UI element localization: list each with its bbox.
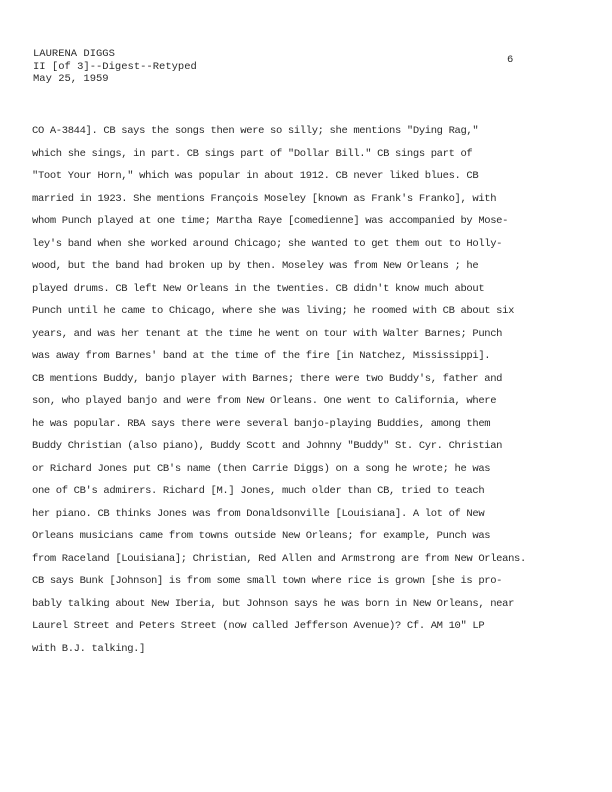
text-line: her piano. CB thinks Jones was from Donaldsonville [Louisiana]. A lot of New bbox=[32, 507, 485, 520]
text-line: CB mentions Buddy, banjo player with Barnes; there were two Buddy's, father and bbox=[32, 372, 503, 385]
text-line: wood, but the band had broken up by then. Moseley was from New Orleans ; he bbox=[32, 260, 479, 272]
text-line: married in 1923. She mentions François Moseley [known as Frank's Franko], with bbox=[32, 192, 497, 205]
text-line: Orleans musicians came from towns outside New Orleans; for example, Punch was bbox=[32, 530, 491, 542]
text-line: "Toot Your Horn," which was popular in about 1912. CB never liked blues. CB bbox=[32, 170, 479, 182]
text-line: CO A-3844]. CB says the songs then were so silly; she mentions "Dying Rag," bbox=[32, 125, 479, 137]
text-line: CB says Bunk [Johnson] is from some small town where rice is grown [she is pro- bbox=[32, 575, 503, 587]
text-line: son, who played banjo and were from New Orleans. One went to California, where bbox=[32, 395, 497, 407]
transcript-body bbox=[32, 120, 582, 660]
text-line: years, and was her tenant at the time he went on tour with Walter Barnes; Punch bbox=[32, 327, 503, 340]
text-line: Punch until he came to Chicago, where she was living; he roomed with CB about six bbox=[32, 305, 515, 317]
text-line: one of CB's admirers. Richard [M.] Jones, much older than CB, tried to teach bbox=[32, 485, 485, 497]
page-number: 6 bbox=[507, 54, 514, 66]
text-line: from Raceland [Louisiana]; Christian, Red Allen and Armstrong are from New Orleans. bbox=[32, 552, 526, 565]
text-line: Laurel Street and Peters Street (now called Jefferson Avenue)? Cf. AM 10" LP bbox=[32, 620, 485, 632]
interviewee-name: LAURENA DIGGS bbox=[33, 48, 115, 60]
text-line: which she sings, in part. CB sings part of "Dollar Bill." CB sings part of bbox=[32, 147, 473, 160]
interview-date: May 25, 1959 bbox=[33, 73, 109, 85]
text-line: whom Punch played at one time; Martha Raye [comedienne] was accompanied by Mose- bbox=[32, 215, 509, 227]
text-line: was away from Barnes' band at the time of the fire [in Natchez, Mississippi]. bbox=[32, 350, 491, 362]
text-line: bably talking about New Iberia, but Johnson says he was born in New Orleans, near bbox=[32, 597, 515, 610]
document-header bbox=[33, 48, 573, 86]
text-line: or Richard Jones put CB's name (then Carrie Diggs) on a song he wrote; he was bbox=[32, 462, 491, 475]
tape-descriptor: II [of 3]--Digest--Retyped bbox=[33, 60, 197, 73]
text-line: with B.J. talking.] bbox=[32, 642, 146, 655]
text-line: ley's band when she worked around Chicago; she wanted to get them out to Holly- bbox=[32, 237, 503, 250]
text-line: he was popular. RBA says there were several banjo-playing Buddies, among them bbox=[32, 417, 491, 430]
text-line: played drums. CB left New Orleans in the twenties. CB didn't know much about bbox=[32, 282, 485, 295]
text-line: Buddy Christian (also piano), Buddy Scott and Johnny "Buddy" St. Cyr. Christian bbox=[32, 440, 503, 452]
